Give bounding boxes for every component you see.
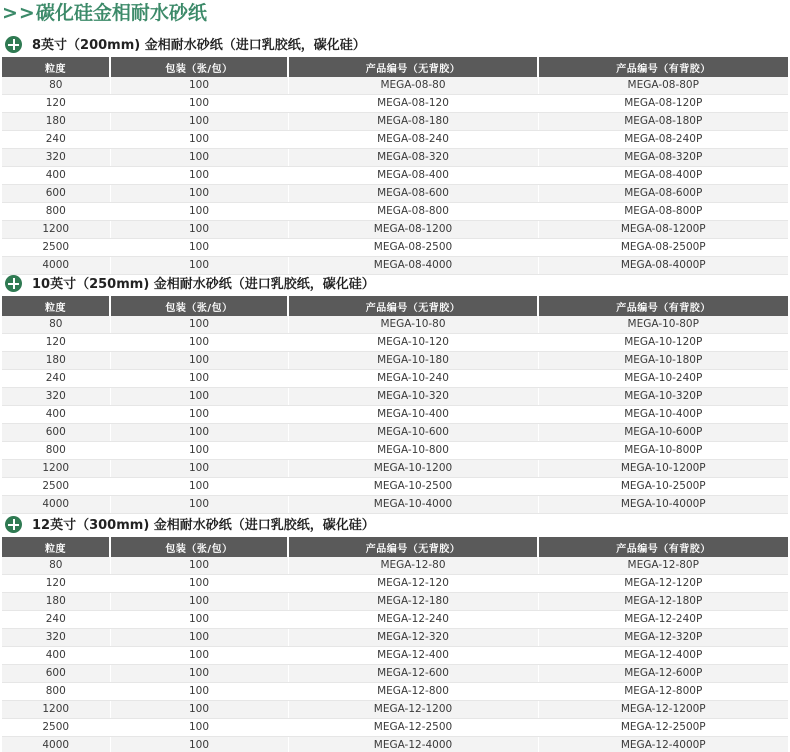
cell-code-with-backing: MEGA-08-2500P [538, 239, 788, 257]
table-row [2, 113, 788, 131]
cell-code-with-backing: MEGA-10-320P [538, 388, 788, 406]
table-row [2, 460, 788, 478]
table-row [2, 593, 788, 611]
cell-code-no-backing: MEGA-10-800 [288, 442, 538, 460]
cell-package: 100 [110, 334, 288, 352]
table-row [2, 185, 788, 203]
header-code-with-backing: 产品编号（有背胶） [538, 537, 788, 557]
cell-code-with-backing: MEGA-08-1200P [538, 221, 788, 239]
cell-code-no-backing: MEGA-12-240 [288, 611, 538, 629]
table-row [2, 221, 788, 239]
cell-code-with-backing: MEGA-08-800P [538, 203, 788, 221]
cell-code-with-backing: MEGA-12-120P [538, 575, 788, 593]
table-row [2, 257, 788, 275]
section-title: 10英寸（250mm) 金相耐水砂纸（进口乳胶纸，碳化硅） [32, 277, 375, 292]
header-code-no-backing: 产品编号（无背胶） [288, 296, 538, 316]
section-header [2, 34, 788, 57]
cell-code-no-backing: MEGA-10-4000 [288, 496, 538, 514]
cell-code-no-backing: MEGA-08-4000 [288, 257, 538, 275]
cell-package: 100 [110, 442, 288, 460]
cell-package: 100 [110, 77, 288, 95]
header-code-with-backing: 产品编号（有背胶） [538, 296, 788, 316]
cell-code-no-backing: MEGA-08-120 [288, 95, 538, 113]
cell-package: 100 [110, 316, 288, 334]
cell-code-no-backing: MEGA-08-1200 [288, 221, 538, 239]
cell-grit: 800 [2, 683, 110, 701]
cell-code-no-backing: MEGA-08-2500 [288, 239, 538, 257]
cell-code-no-backing: MEGA-08-400 [288, 167, 538, 185]
cell-package: 100 [110, 185, 288, 203]
cell-package: 100 [110, 557, 288, 575]
cell-package: 100 [110, 575, 288, 593]
cell-code-with-backing: MEGA-08-4000P [538, 257, 788, 275]
cell-code-no-backing: MEGA-12-1200 [288, 701, 538, 719]
table-row [2, 478, 788, 496]
table-row [2, 131, 788, 149]
table-row [2, 683, 788, 701]
table-row [2, 239, 788, 257]
cell-code-no-backing: MEGA-08-600 [288, 185, 538, 203]
cell-grit: 600 [2, 665, 110, 683]
cell-package: 100 [110, 665, 288, 683]
table-row [2, 442, 788, 460]
cell-code-with-backing: MEGA-12-2500P [538, 719, 788, 737]
cell-grit: 4000 [2, 257, 110, 275]
table-row [2, 629, 788, 647]
cell-package: 100 [110, 460, 288, 478]
cell-code-no-backing: MEGA-10-180 [288, 352, 538, 370]
cell-code-no-backing: MEGA-10-1200 [288, 460, 538, 478]
cell-package: 100 [110, 593, 288, 611]
table-header-row [2, 537, 788, 557]
cell-package: 100 [110, 149, 288, 167]
cell-grit: 2500 [2, 239, 110, 257]
cell-code-no-backing: MEGA-10-80 [288, 316, 538, 334]
cell-grit: 240 [2, 370, 110, 388]
cell-package: 100 [110, 629, 288, 647]
cell-package: 100 [110, 647, 288, 665]
cell-grit: 180 [2, 113, 110, 131]
cell-code-with-backing: MEGA-10-120P [538, 334, 788, 352]
cell-package: 100 [110, 203, 288, 221]
header-package: 包装（张/包） [110, 537, 288, 557]
section-8-inch [2, 34, 788, 275]
header-code-no-backing: 产品编号（无背胶） [288, 537, 538, 557]
cell-code-no-backing: MEGA-12-4000 [288, 737, 538, 752]
table-row [2, 424, 788, 442]
cell-grit: 4000 [2, 737, 110, 752]
table-header-row [2, 57, 788, 77]
table-row [2, 557, 788, 575]
cell-code-with-backing: MEGA-12-4000P [538, 737, 788, 752]
page-title [2, 0, 782, 30]
cell-grit: 1200 [2, 460, 110, 478]
cell-grit: 4000 [2, 496, 110, 514]
table-header-row [2, 296, 788, 316]
cell-package: 100 [110, 113, 288, 131]
cell-code-with-backing: MEGA-12-80P [538, 557, 788, 575]
header-package: 包装（张/包） [110, 57, 288, 77]
cell-code-with-backing: MEGA-08-80P [538, 77, 788, 95]
title-prefix: >> [2, 2, 36, 24]
cell-code-no-backing: MEGA-12-2500 [288, 719, 538, 737]
cell-code-with-backing: MEGA-12-240P [538, 611, 788, 629]
cell-code-with-backing: MEGA-10-1200P [538, 460, 788, 478]
cell-code-with-backing: MEGA-08-240P [538, 131, 788, 149]
header-code-no-backing: 产品编号（无背胶） [288, 57, 538, 77]
cell-package: 100 [110, 167, 288, 185]
cell-code-no-backing: MEGA-10-320 [288, 388, 538, 406]
cell-package: 100 [110, 95, 288, 113]
cell-grit: 320 [2, 629, 110, 647]
table-row [2, 352, 788, 370]
cell-code-no-backing: MEGA-12-400 [288, 647, 538, 665]
cell-package: 100 [110, 424, 288, 442]
cell-grit: 320 [2, 149, 110, 167]
cell-package: 100 [110, 239, 288, 257]
cell-code-with-backing: MEGA-10-4000P [538, 496, 788, 514]
cell-grit: 180 [2, 352, 110, 370]
section-12-inch [2, 514, 788, 752]
cell-code-no-backing: MEGA-08-320 [288, 149, 538, 167]
cell-grit: 120 [2, 334, 110, 352]
cell-grit: 600 [2, 185, 110, 203]
cell-code-no-backing: MEGA-10-240 [288, 370, 538, 388]
section-header [2, 273, 788, 296]
section-title: 12英寸（300mm) 金相耐水砂纸（进口乳胶纸，碳化硅） [32, 518, 375, 533]
cell-grit: 400 [2, 406, 110, 424]
cell-grit: 80 [2, 77, 110, 95]
table-row [2, 95, 788, 113]
cell-code-with-backing: MEGA-12-320P [538, 629, 788, 647]
cell-code-no-backing: MEGA-08-800 [288, 203, 538, 221]
cell-package: 100 [110, 370, 288, 388]
cell-grit: 240 [2, 611, 110, 629]
cell-code-with-backing: MEGA-10-600P [538, 424, 788, 442]
plus-circle-icon[interactable] [5, 275, 22, 292]
cell-code-with-backing: MEGA-08-180P [538, 113, 788, 131]
cell-package: 100 [110, 257, 288, 275]
table-row [2, 77, 788, 95]
cell-code-with-backing: MEGA-08-400P [538, 167, 788, 185]
table-row [2, 701, 788, 719]
cell-code-with-backing: MEGA-08-120P [538, 95, 788, 113]
cell-package: 100 [110, 388, 288, 406]
title-text: 碳化硅金相耐水砂纸 [35, 2, 207, 24]
cell-grit: 2500 [2, 478, 110, 496]
cell-code-no-backing: MEGA-10-400 [288, 406, 538, 424]
cell-package: 100 [110, 406, 288, 424]
cell-code-no-backing: MEGA-12-320 [288, 629, 538, 647]
cell-package: 100 [110, 131, 288, 149]
cell-code-no-backing: MEGA-10-600 [288, 424, 538, 442]
table-row [2, 406, 788, 424]
plus-circle-icon[interactable] [5, 516, 22, 533]
cell-code-with-backing: MEGA-08-600P [538, 185, 788, 203]
product-table [2, 57, 788, 275]
cell-code-with-backing: MEGA-10-800P [538, 442, 788, 460]
cell-grit: 2500 [2, 719, 110, 737]
cell-code-with-backing: MEGA-10-240P [538, 370, 788, 388]
cell-code-with-backing: MEGA-08-320P [538, 149, 788, 167]
cell-code-with-backing: MEGA-10-80P [538, 316, 788, 334]
section-title: 8英寸（200mm) 金相耐水砂纸（进口乳胶纸，碳化硅） [32, 38, 366, 53]
cell-code-no-backing: MEGA-12-800 [288, 683, 538, 701]
cell-package: 100 [110, 496, 288, 514]
cell-package: 100 [110, 221, 288, 239]
cell-package: 100 [110, 352, 288, 370]
table-row [2, 575, 788, 593]
cell-grit: 400 [2, 647, 110, 665]
table-row [2, 496, 788, 514]
table-row [2, 334, 788, 352]
cell-grit: 120 [2, 575, 110, 593]
cell-grit: 1200 [2, 701, 110, 719]
cell-code-no-backing: MEGA-12-120 [288, 575, 538, 593]
cell-grit: 240 [2, 131, 110, 149]
section-10-inch [2, 273, 788, 514]
cell-code-no-backing: MEGA-08-180 [288, 113, 538, 131]
table-row [2, 737, 788, 752]
cell-code-with-backing: MEGA-10-400P [538, 406, 788, 424]
cell-package: 100 [110, 478, 288, 496]
cell-grit: 320 [2, 388, 110, 406]
table-row [2, 149, 788, 167]
cell-code-with-backing: MEGA-12-800P [538, 683, 788, 701]
table-row [2, 611, 788, 629]
cell-grit: 120 [2, 95, 110, 113]
cell-package: 100 [110, 611, 288, 629]
cell-code-no-backing: MEGA-12-180 [288, 593, 538, 611]
cell-grit: 400 [2, 167, 110, 185]
plus-circle-icon[interactable] [5, 36, 22, 53]
cell-grit: 80 [2, 557, 110, 575]
cell-code-no-backing: MEGA-12-80 [288, 557, 538, 575]
header-grit: 粒度 [2, 537, 110, 557]
table-row [2, 647, 788, 665]
cell-grit: 80 [2, 316, 110, 334]
cell-package: 100 [110, 701, 288, 719]
cell-package: 100 [110, 719, 288, 737]
table-row [2, 665, 788, 683]
cell-grit: 800 [2, 203, 110, 221]
cell-code-no-backing: MEGA-08-240 [288, 131, 538, 149]
cell-code-no-backing: MEGA-10-2500 [288, 478, 538, 496]
product-table [2, 296, 788, 514]
cell-code-with-backing: MEGA-10-180P [538, 352, 788, 370]
table-row [2, 719, 788, 737]
cell-code-with-backing: MEGA-10-2500P [538, 478, 788, 496]
header-grit: 粒度 [2, 57, 110, 77]
cell-grit: 600 [2, 424, 110, 442]
table-row [2, 203, 788, 221]
product-table [2, 537, 788, 752]
header-package: 包装（张/包） [110, 296, 288, 316]
table-row [2, 388, 788, 406]
cell-code-with-backing: MEGA-12-600P [538, 665, 788, 683]
cell-grit: 1200 [2, 221, 110, 239]
cell-package: 100 [110, 683, 288, 701]
header-code-with-backing: 产品编号（有背胶） [538, 57, 788, 77]
cell-code-no-backing: MEGA-10-120 [288, 334, 538, 352]
cell-grit: 800 [2, 442, 110, 460]
table-row [2, 370, 788, 388]
cell-grit: 180 [2, 593, 110, 611]
cell-package: 100 [110, 737, 288, 752]
table-row [2, 167, 788, 185]
header-grit: 粒度 [2, 296, 110, 316]
cell-code-with-backing: MEGA-12-400P [538, 647, 788, 665]
section-header [2, 514, 788, 537]
cell-code-no-backing: MEGA-08-80 [288, 77, 538, 95]
table-row [2, 316, 788, 334]
cell-code-with-backing: MEGA-12-180P [538, 593, 788, 611]
cell-code-no-backing: MEGA-12-600 [288, 665, 538, 683]
cell-code-with-backing: MEGA-12-1200P [538, 701, 788, 719]
